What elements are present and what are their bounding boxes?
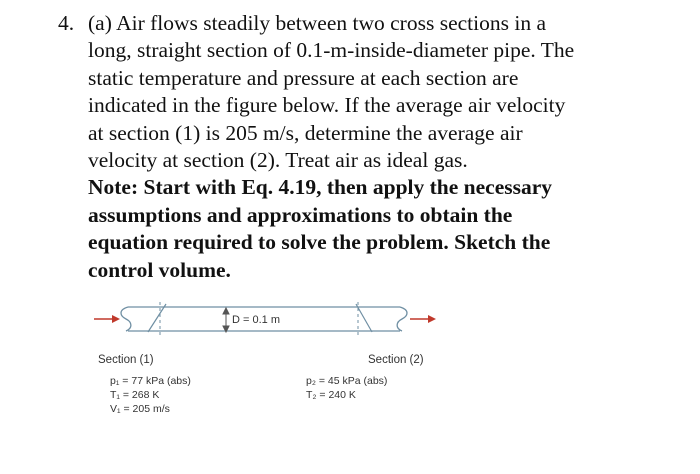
flow-arrow-in <box>94 315 120 323</box>
section-2-temperature: T₂ = 240 K <box>306 389 356 401</box>
statement-line-2: long, straight section of 0.1-m-inside-diameter pipe. The <box>88 38 575 63</box>
note-line-1: Note: Start with Eq. 4.19, then apply the necessary <box>88 175 553 200</box>
section-1-velocity: V₁ = 205 m/s <box>110 403 170 415</box>
section-2-pressure: p₂ = 45 kPa (abs) <box>306 375 388 387</box>
statement-line-4: indicated in the figure below. If the average air velocity <box>88 93 566 118</box>
section-1-label: Section (1) <box>98 354 154 366</box>
section-1-temperature: T₁ = 268 K <box>110 389 160 401</box>
section-1-pressure: p₁ = 77 kPa (abs) <box>110 375 191 387</box>
statement-line-3: static temperature and pressure at each section are <box>88 65 519 90</box>
note-line-2: assumptions and approximations to obtain the <box>88 202 513 227</box>
flow-arrow-out <box>410 315 436 323</box>
part-label: (a) <box>88 11 112 35</box>
section-2-label: Section (2) <box>368 354 424 366</box>
diameter-label: D = 0.1 m <box>232 314 280 326</box>
statement-line-1-text: Air flows steadily between two cross sections in a <box>116 11 546 35</box>
diameter-arrow <box>223 308 229 332</box>
pipe-break-right <box>397 307 407 331</box>
pipe-break-left <box>121 307 131 331</box>
note-line-3: equation required to solve the problem. Sketch the <box>88 230 551 255</box>
section-1-slash <box>148 304 166 332</box>
statement-line-5: at section (1) is 205 m/s, determine the average air <box>88 120 523 145</box>
statement-line-6: velocity at section (2). Treat air as ideal gas. <box>88 148 468 173</box>
problem-number: 4. <box>58 11 75 35</box>
note-line-4: control volume. <box>88 257 231 282</box>
